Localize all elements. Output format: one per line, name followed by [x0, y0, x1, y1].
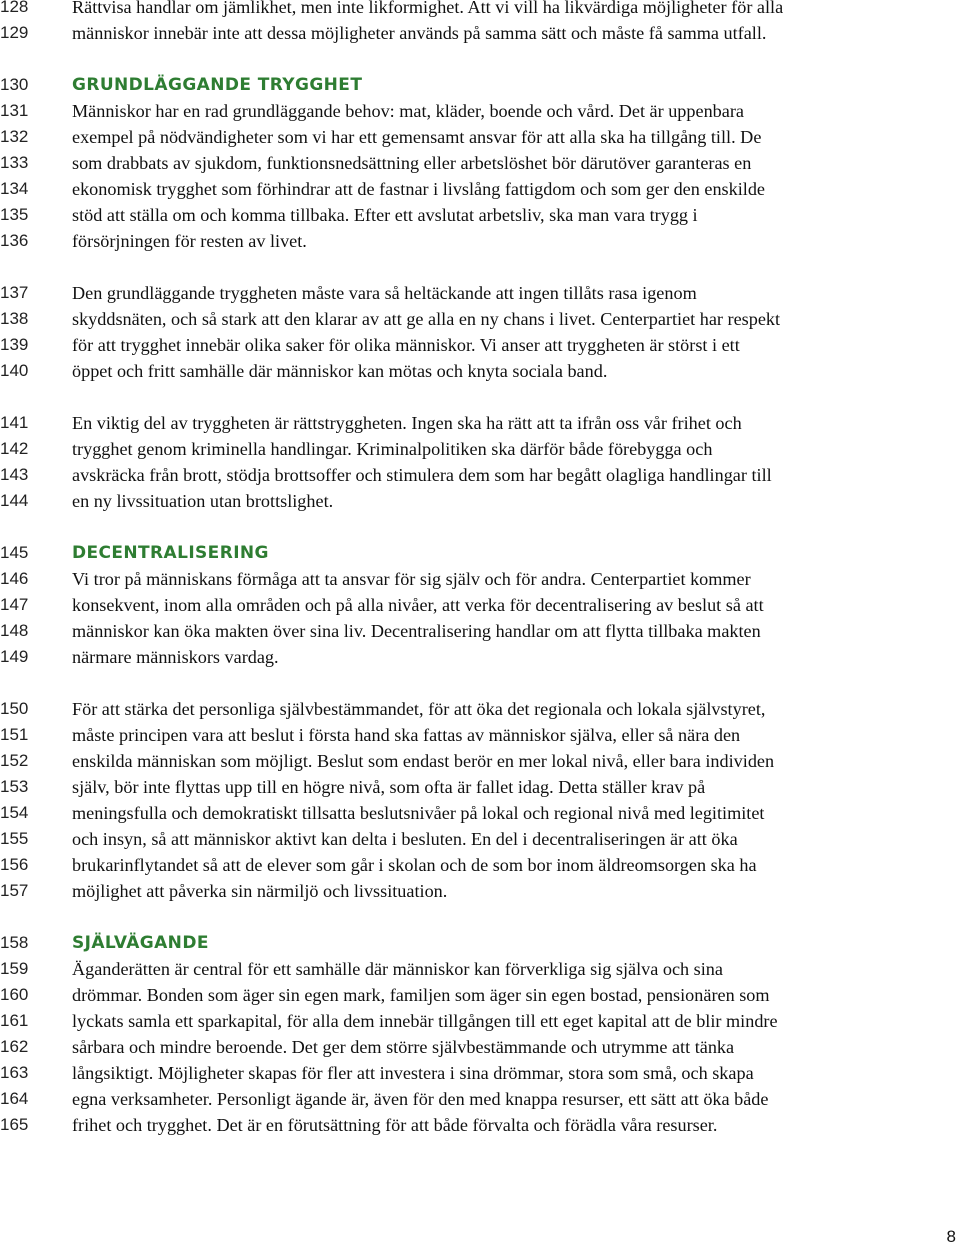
line-number: 143	[0, 465, 29, 484]
text-line	[0, 124, 960, 150]
body-text: Vi tror på människans förmåga att ta ansvar för sig själv och för andra. Centerpartiet kommer	[72, 569, 751, 589]
line-number: 145	[0, 543, 29, 562]
line-number: 159	[0, 959, 29, 978]
text-line	[0, 280, 960, 306]
body-text: en ny livssituation utan brottslighet.	[72, 491, 334, 511]
line-number: 139	[0, 335, 29, 354]
text-line	[0, 618, 960, 644]
text-line	[0, 826, 960, 852]
body-text: sårbara och mindre beroende. Det ger dem större självbestämmande och utrymme att tänka	[72, 1037, 735, 1057]
line-number: 158	[0, 933, 29, 952]
body-text: Den grundläggande tryggheten måste vara så heltäckande att ingen tillåts rasa igenom	[72, 283, 697, 303]
line-number: 132	[0, 127, 29, 146]
text-line	[0, 644, 960, 670]
section-heading: SJÄLVÄGANDE	[72, 933, 209, 953]
text-line	[0, 228, 960, 254]
body-text: egna verksamheter. Personligt ägande är, även för den med knappa resurser, ett sätt att öka både	[72, 1089, 769, 1109]
line-number: 162	[0, 1037, 29, 1056]
body-text: lyckats samla ett sparkapital, för alla dem innebär tillgången till ett eget kapital att de blir mindre	[72, 1011, 778, 1031]
text-line	[0, 358, 960, 384]
line-number: 135	[0, 205, 29, 224]
line-number: 131	[0, 101, 29, 120]
body-text: människor kan öka makten över sina liv. Decentralisering handlar om att flytta tillbaka makten	[72, 621, 761, 641]
body-text: öppet och fritt samhälle där människor kan mötas och knyta sociala band.	[72, 361, 608, 381]
text-line	[0, 800, 960, 826]
text-line	[0, 436, 960, 462]
line-number: 138	[0, 309, 29, 328]
line-number: 151	[0, 725, 29, 744]
section-heading: GRUNDLÄGGANDE TRYGGHET	[72, 75, 363, 95]
heading-row	[0, 72, 960, 98]
text-line	[0, 0, 960, 20]
text-line	[0, 696, 960, 722]
line-number: 146	[0, 569, 29, 588]
body-text: Rättvisa handlar om jämlikhet, men inte likformighet. Att vi vill ha likvärdiga möjligheter för alla	[72, 0, 784, 17]
line-number: 160	[0, 985, 29, 1004]
page-number: 8	[946, 1227, 956, 1246]
text-line	[0, 748, 960, 774]
line-number: 141	[0, 413, 29, 432]
body-text: frihet och trygghet. Det är en förutsättning för att både förvalta och förädla våra resurser.	[72, 1115, 718, 1135]
text-line	[0, 956, 960, 982]
text-line	[0, 488, 960, 514]
body-text: för att trygghet innebär olika saker för olika människor. Vi anser att tryggheten är störst i ett	[72, 335, 740, 355]
text-line	[0, 566, 960, 592]
text-line	[0, 878, 960, 904]
body-text: trygghet genom kriminella handlingar. Kriminalpolitiken ska därför både förebygga och	[72, 439, 713, 459]
text-line	[0, 722, 960, 748]
body-text: närmare människors vardag.	[72, 647, 279, 667]
body-text: ekonomisk trygghet som förhindrar att de fastnar i livslång fattigdom och som ger den enskilde	[72, 179, 765, 199]
text-line	[0, 98, 960, 124]
line-number: 148	[0, 621, 29, 640]
line-number: 157	[0, 881, 29, 900]
text-line	[0, 774, 960, 800]
line-number: 153	[0, 777, 29, 796]
text-line	[0, 20, 960, 46]
body-text: meningsfulla och demokratiskt tillsatta beslutsnivåer på lokal och regional nivå med legitimitet	[72, 803, 765, 823]
line-number: 163	[0, 1063, 29, 1082]
body-text: försörjningen för resten av livet.	[72, 231, 307, 251]
body-text: Människor har en rad grundläggande behov: mat, kläder, boende och vård. Det är uppenbara	[72, 101, 744, 121]
text-line	[0, 1008, 960, 1034]
body-text: och insyn, så att människor aktivt kan delta i besluten. En del i decentraliseringen är att öka	[72, 829, 738, 849]
text-line	[0, 410, 960, 436]
text-line	[0, 1112, 960, 1138]
line-number: 142	[0, 439, 29, 458]
line-number: 130	[0, 75, 29, 94]
body-text: För att stärka det personliga självbestämmandet, för att öka det regionala och lokala självstyret,	[72, 699, 766, 719]
body-text: enskilda människan som möjligt. Beslut som endast berör en mer lokal nivå, eller bara individen	[72, 751, 775, 771]
body-text: människor innebär inte att dessa möjligheter används på samma sätt och måste få samma utfall.	[72, 23, 767, 43]
line-number: 156	[0, 855, 29, 874]
body-text: konsekvent, inom alla områden och på alla nivåer, att verka för decentralisering av beslut så att	[72, 595, 764, 615]
body-text: En viktig del av tryggheten är rättstryggheten. Ingen ska ha rätt att ta ifrån oss vår frihet och	[72, 413, 742, 433]
body-text: måste principen vara att beslut i första hand ska fattas av människor själva, eller så nära den	[72, 725, 741, 745]
line-number: 140	[0, 361, 29, 380]
text-line	[0, 176, 960, 202]
line-number: 128	[0, 0, 29, 16]
text-line	[0, 592, 960, 618]
text-line	[0, 202, 960, 228]
line-number: 161	[0, 1011, 29, 1030]
body-text: Äganderätten är central för ett samhälle där människor kan förverkliga sig själva och sina	[72, 959, 723, 979]
text-line	[0, 332, 960, 358]
line-number: 147	[0, 595, 29, 614]
line-number: 144	[0, 491, 29, 510]
text-line	[0, 982, 960, 1008]
line-number: 164	[0, 1089, 29, 1108]
text-line	[0, 462, 960, 488]
text-line	[0, 306, 960, 332]
line-number: 137	[0, 283, 29, 302]
line-number: 129	[0, 23, 29, 42]
text-line	[0, 1086, 960, 1112]
text-line	[0, 1034, 960, 1060]
body-text: exempel på nödvändigheter som vi har ett gemensamt ansvar för att alla ska ha tillgång till. De	[72, 127, 762, 147]
line-number: 155	[0, 829, 29, 848]
text-line	[0, 1060, 960, 1086]
body-text: som drabbats av sjukdom, funktionsnedsättning eller arbetslöshet bör därutöver garanteras en	[72, 153, 752, 173]
body-text: avskräcka från brott, stödja brottsoffer och stimulera dem som har begått olagliga handlingar till	[72, 465, 772, 485]
line-number: 150	[0, 699, 29, 718]
line-number: 165	[0, 1115, 29, 1134]
text-line	[0, 150, 960, 176]
body-text: långsiktigt. Möjligheter skapas för fler att investera i sina drömmar, stora som små, och skapa	[72, 1063, 754, 1083]
line-number: 152	[0, 751, 29, 770]
section-heading: DECENTRALISERING	[72, 543, 269, 563]
body-text: själv, bör inte flyttas upp till en högre nivå, som ofta är fallet idag. Detta ställer krav på	[72, 777, 706, 797]
line-number: 149	[0, 647, 29, 666]
line-number: 136	[0, 231, 29, 250]
body-text: skyddsnäten, och så stark att den klarar av att ge alla en ny chans i livet. Centerpartiet har respekt	[72, 309, 781, 329]
body-text: drömmar. Bonden som äger sin egen mark, familjen som äger sin egen bostad, pensionären som	[72, 985, 770, 1005]
line-number: 133	[0, 153, 29, 172]
text-line	[0, 852, 960, 878]
body-text: stöd att ställa om och komma tillbaka. Efter ett avslutat arbetsliv, ska man vara trygg i	[72, 205, 698, 225]
line-number: 134	[0, 179, 29, 198]
heading-row	[0, 540, 960, 566]
heading-row	[0, 930, 960, 956]
body-text: brukarinflytandet så att de elever som går i skolan och de som bor inom äldreomsorgen ska ha	[72, 855, 757, 875]
body-text: möjlighet att påverka sin närmiljö och livssituation.	[72, 881, 448, 901]
line-number: 154	[0, 803, 29, 822]
